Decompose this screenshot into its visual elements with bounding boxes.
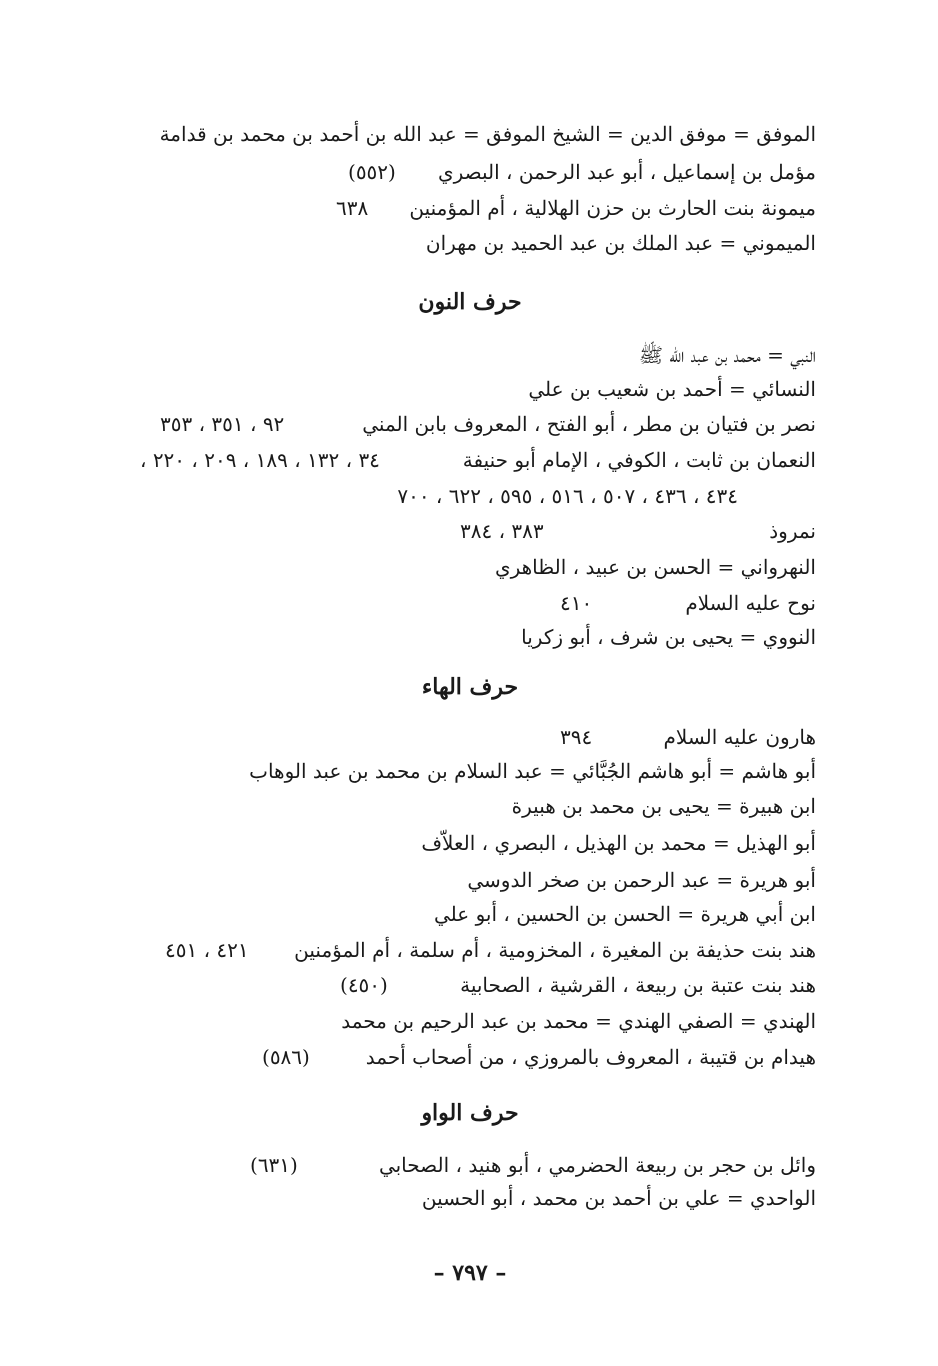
index-entry bbox=[434, 897, 816, 931]
entry-name: ابن أبي هريرة = الحسن بن الحسين ، أبو علي bbox=[434, 902, 816, 926]
entry-name: هارون عليه السلام bbox=[663, 725, 816, 749]
entry-page-refs: (٥٨٦) bbox=[262, 1045, 310, 1069]
index-entry bbox=[160, 117, 816, 151]
entry-name: هيدام بن قتيبة ، المعروف بالمروزي ، من أصحاب أحمد bbox=[365, 1045, 816, 1069]
page-number: – ٧٩٧ – bbox=[433, 1260, 507, 1286]
entry-name: هند بنت حذيفة بن المغيرة ، المخزومية ، أم سلمة ، أم المؤمنين bbox=[294, 938, 816, 962]
entry-page-refs: ٣٩٤ bbox=[560, 725, 593, 749]
index-entry bbox=[560, 720, 816, 754]
index-entry bbox=[340, 968, 816, 1002]
entry-name: نوح عليه السلام bbox=[685, 591, 816, 615]
index-entry bbox=[528, 372, 816, 406]
entry-name: مؤمل بن إسماعيل ، أبو عبد الرحمن ، البصري bbox=[437, 160, 816, 184]
entry-page-refs: ٣٨٣ ، ٣٨٤ bbox=[460, 519, 544, 543]
index-entry bbox=[560, 586, 816, 620]
index-entry bbox=[426, 226, 816, 260]
index-entry bbox=[495, 550, 816, 584]
entry-page-refs: ٦٣٨ bbox=[336, 196, 369, 220]
index-entry bbox=[512, 789, 816, 823]
entry-name: ميمونة بنت الحارث بن حزن الهلالية ، أم المؤمنين bbox=[409, 196, 816, 220]
entry-name: الهندي = الصفي الهندي = محمد بن عبد الرحيم بن محمد bbox=[341, 1009, 816, 1033]
entry-name: أبو الهذيل = محمد بن الهذيل ، البصري ، العلاّف bbox=[421, 831, 816, 855]
entry-name: هند بنت عتبة بن ربيعة ، القرشية ، الصحابية bbox=[460, 973, 816, 997]
index-entry bbox=[422, 1181, 816, 1215]
entry-name: النووي = يحيى بن شرف ، أبو زكريا bbox=[521, 625, 816, 649]
index-entry-continuation bbox=[397, 479, 738, 513]
entry-name: النسائي = أحمد بن شعيب بن علي bbox=[528, 377, 816, 401]
entry-name: نصر بن فتيان بن مطر ، أبو الفتح ، المعروف بابن المني bbox=[362, 412, 816, 436]
entry-page-refs: ٤٢١ ، ٤٥١ bbox=[165, 938, 249, 962]
entry-name: نمروذ bbox=[769, 519, 816, 543]
entry-name: ابن هبيرة = يحيى بن محمد بن هبيرة bbox=[511, 794, 816, 818]
index-entry bbox=[320, 155, 816, 189]
index-entry bbox=[421, 826, 816, 860]
index-entry bbox=[320, 191, 816, 225]
index-entry bbox=[249, 754, 816, 788]
entry-page-refs: (٦٣١) bbox=[250, 1153, 298, 1177]
section-heading: حرف النون bbox=[418, 289, 522, 315]
entry-page-refs: ٩٢ ، ٣٥١ ، ٣٥٣ bbox=[160, 412, 285, 436]
entry-name: النعمان بن ثابت ، الكوفي ، الإمام أبو حنيفة bbox=[462, 448, 816, 472]
entry-name: وائل بن حجر بن ربيعة الحضرمي ، أبو هنيد ، الصحابي bbox=[378, 1153, 816, 1177]
entry-name: الميموني = عبد الملك بن عبد الحميد بن مهران bbox=[425, 231, 816, 255]
entry-name: الواحدي = علي بن أحمد بن محمد ، أبو الحسين bbox=[421, 1186, 816, 1210]
index-entry bbox=[460, 514, 816, 548]
entry-page-refs: ٤١٠ bbox=[560, 591, 593, 615]
entry-page-refs: (٥٥٢) bbox=[348, 160, 396, 184]
entry-name: أبو هريرة = عبد الرحمن بن صخر الدوسي bbox=[467, 868, 816, 892]
entry-name: الموفق = موفق الدين = الشيخ الموفق = عبد الله بن أحمد بن محمد بن قدامة bbox=[159, 122, 816, 146]
entry-name: النهرواني = الحسن بن عبيد ، الظاهري bbox=[494, 555, 816, 579]
entry-page-refs: ٤٣٤ ، ٤٣٦ ، ٥٠٧ ، ٥١٦ ، ٥٩٥ ، ٦٢٢ ، ٧٠٠ bbox=[397, 484, 738, 508]
section-heading: حرف الهاء bbox=[421, 674, 519, 700]
index-entry bbox=[140, 443, 816, 477]
index-entry bbox=[160, 407, 816, 441]
entry-name: النبي = محمد بن عبد الله ﷺ bbox=[638, 343, 816, 367]
index-entry bbox=[467, 863, 816, 897]
index-entry bbox=[341, 1004, 816, 1038]
entry-name: أبو هاشم = أبو هاشم الجُبَّائي = عبد السلام بن محمد بن عبد الوهاب bbox=[249, 759, 816, 783]
entry-page-refs: ٣٤ ، ١٣٢ ، ١٨٩ ، ٢٠٩ ، ٢٢٠ ، bbox=[140, 448, 380, 472]
index-entry bbox=[262, 1040, 816, 1074]
entry-page-refs: (٤٥٠) bbox=[340, 973, 388, 997]
index-entry bbox=[521, 620, 816, 654]
index-entry bbox=[165, 933, 816, 967]
index-entry bbox=[639, 338, 816, 372]
section-heading: حرف الواو bbox=[421, 1100, 519, 1126]
index-entry bbox=[250, 1148, 816, 1182]
